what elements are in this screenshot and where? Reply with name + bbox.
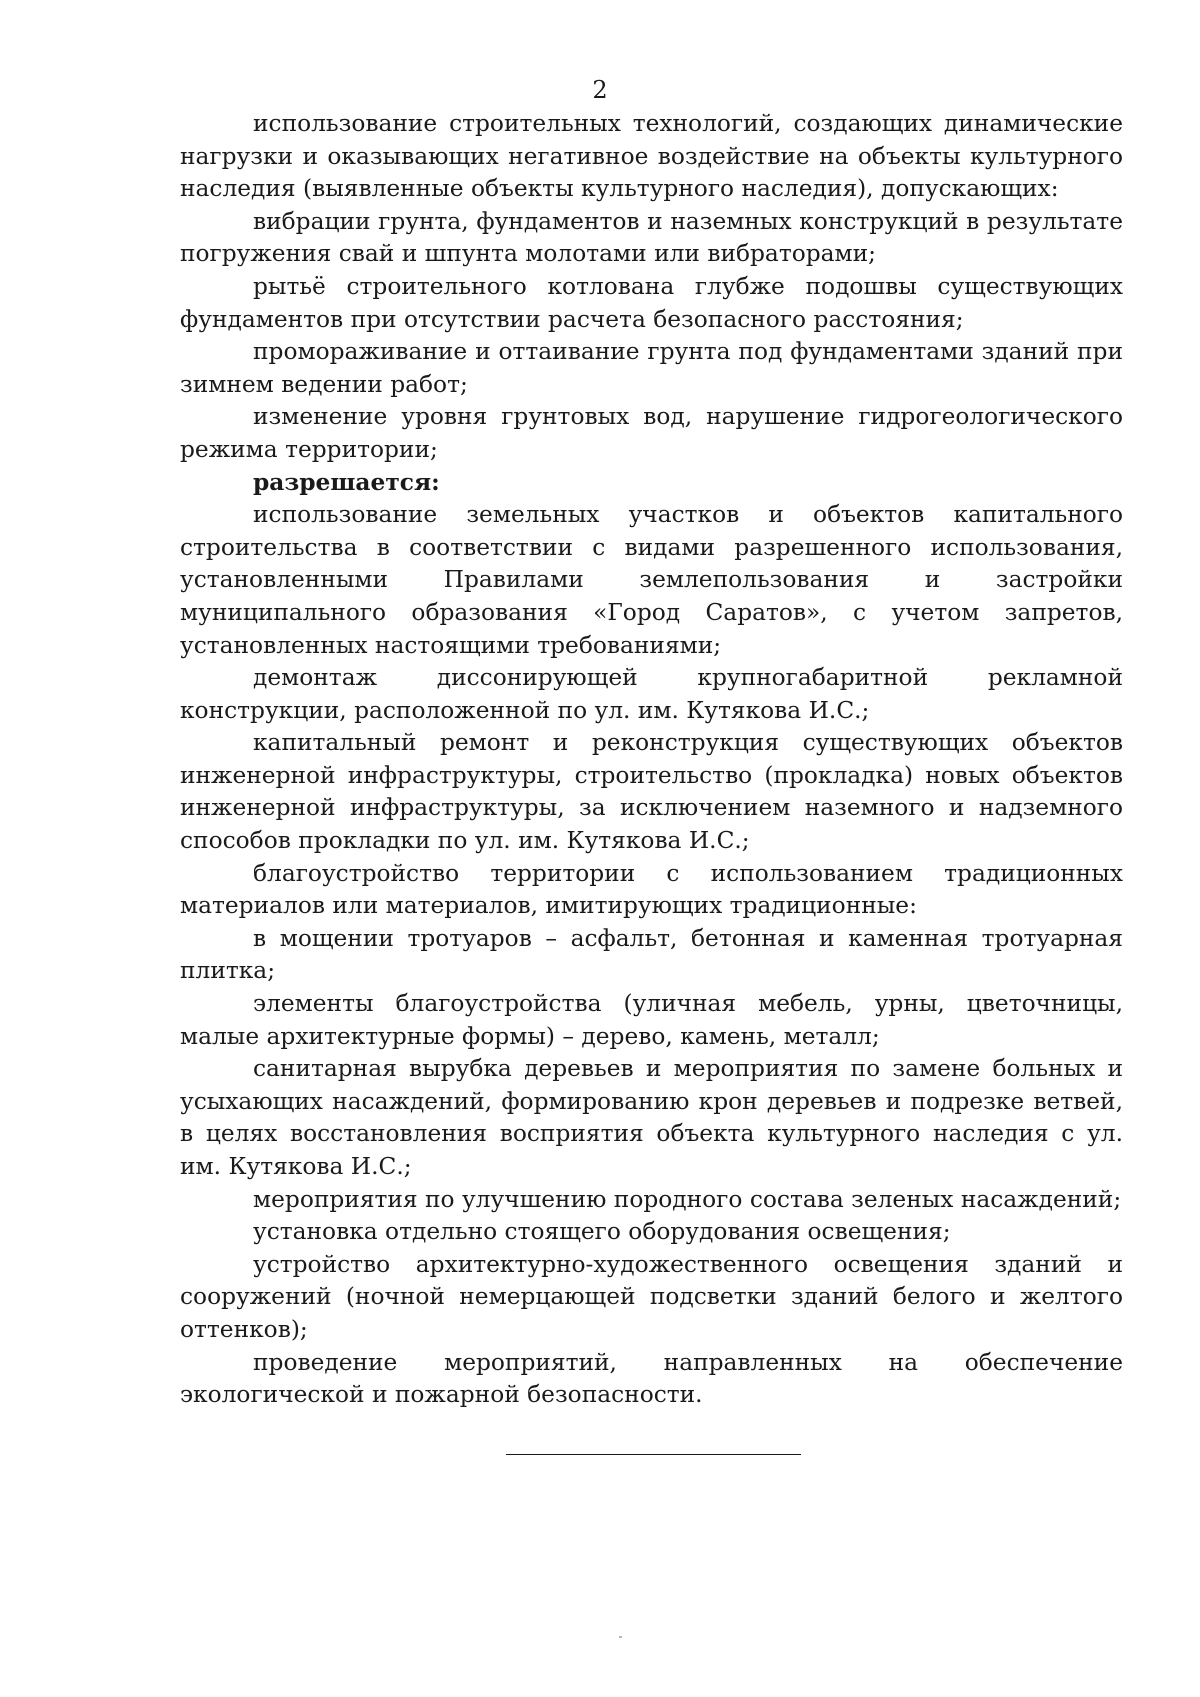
- paragraph-safety-measures: проведение мероприятий, направленных на обеспечение экологической и пожарной безопасности.: [180, 1348, 1123, 1409]
- paragraph-green-spaces: мероприятия по улучшению породного состава зеленых насаждений;: [253, 1185, 1122, 1213]
- scan-speck: [619, 1636, 622, 1638]
- paragraph-lighting-equipment: установка отдельно стоящего оборудования освещения;: [253, 1218, 951, 1246]
- paragraph-billboard-removal: демонтаж диссонирующей крупногабаритной рекламной конструкции, расположенной по ул. им. Кутякова И.С.;: [180, 664, 1123, 724]
- paragraph-soil-vibration: вибрации грунта, фундаментов и наземных конструкций в результате погружения свай и шпунта молотами или вибраторами;: [180, 207, 1123, 268]
- paragraph-street-furniture: элементы благоустройства (уличная мебель, урны, цветочницы, малые архитектурные формы) – дерево, камень, металл;: [180, 990, 1123, 1050]
- paragraph-paving: в мощении тротуаров – асфальт, бетонная и каменная тротуарная плитка;: [180, 924, 1123, 985]
- paragraph-soil-freezing: промораживание и оттаивание грунта под фундаментами зданий при зимнем ведении работ;: [180, 338, 1123, 398]
- paragraph-tree-felling: санитарная вырубка деревьев и мероприятия по замене больных и усыхающих насаждений, формированию крон деревьев и подрезке ветвей, в целях восстановления восприятия объекта культурного наследия с ул. им. Кутякова И.С.;: [180, 1055, 1123, 1180]
- paragraph-architectural-lighting: устройство архитектурно-художественного освещения зданий и сооружений (ночной немерцающей подсветки зданий белого и желтого оттенков);: [180, 1250, 1123, 1343]
- paragraph-construction-technologies: использование строительных технологий, создающих динамические нагрузки и оказывающих негативное воздействие на объекты культурного наследия (выявленные объекты культурного наследия), допускающих:: [180, 110, 1123, 203]
- section-heading-allowed: разрешается:: [253, 468, 440, 496]
- paragraph-land-use: использование земельных участков и объектов капитального строительства в соответствии с видами разрешенного использования, установленными Правилами землепользования и застройки муниципального образования «Город Саратов», с учетом запретов, установленных настоящими требованиями;: [180, 501, 1123, 659]
- paragraph-groundwater-change: изменение уровня грунтовых вод, нарушение гидрогеологического режима территории;: [180, 403, 1123, 463]
- document-body: [180, 108, 1123, 1412]
- page-number: 2: [592, 76, 608, 104]
- paragraph-landscaping: благоустройство территории с использованием традиционных материалов или материалов, имитирующих традиционные:: [180, 859, 1123, 920]
- end-of-document-rule: [506, 1454, 801, 1455]
- paragraph-infrastructure-repair: капитальный ремонт и реконструкция существующих объектов инженерной инфраструктуры, строительство (прокладка) новых объектов инженерной инфраструктуры, за исключением наземного и надземного способов прокладки по ул. им. Кутякова И.С.;: [180, 729, 1123, 855]
- paragraph-pit-excavation: рытьё строительного котлована глубже подошвы существующих фундаментов при отсутствии расчета безопасного расстояния;: [180, 272, 1123, 333]
